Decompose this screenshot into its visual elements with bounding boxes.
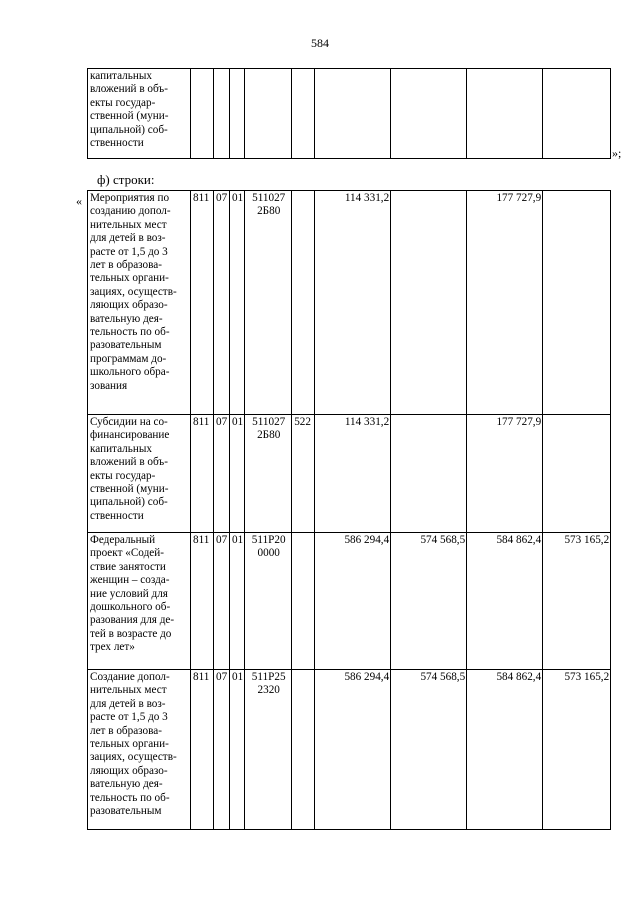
cell-value-4: 573 165,2 [543, 533, 611, 670]
cell-value-3: 584 862,4 [467, 670, 543, 830]
cell-value-1: 586 294,4 [315, 670, 391, 830]
cell-name: Субсидии на со- финансирование капитальных вложений в объ- екты государ- ственной (муни- ципальной) соб- ственности [88, 415, 191, 533]
cell-grbs: 811 [191, 415, 214, 533]
cell-name: капитальных вложений в объ- екты государ- ственной (муни- ципальной) соб- ственности [88, 69, 191, 159]
cell-pr: 01 [230, 533, 245, 670]
cell-rz: 07 [214, 670, 230, 830]
cell-value-2: 574 568,5 [391, 533, 467, 670]
cell-csr: 511027 2Б80 [245, 191, 292, 415]
cell-grbs [191, 69, 214, 159]
budget-table-new-rows [87, 190, 611, 830]
cell-value-3: 177 727,9 [467, 191, 543, 415]
table-row [88, 533, 611, 670]
cell-value-4 [543, 191, 611, 415]
cell-rz: 07 [214, 415, 230, 533]
table-row [88, 69, 611, 159]
cell-value-1 [315, 69, 391, 159]
opening-quote: « [76, 194, 82, 208]
cell-value-3: 177 727,9 [467, 415, 543, 533]
closing-quote: »; [612, 146, 622, 160]
cell-value-1: 586 294,4 [315, 533, 391, 670]
cell-csr: 511Р20 0000 [245, 533, 292, 670]
subsection-label: ф) строки: [97, 172, 155, 187]
page-number: 584 [311, 36, 329, 50]
table-row [88, 191, 611, 415]
cell-grbs: 811 [191, 533, 214, 670]
cell-pr: 01 [230, 670, 245, 830]
cell-csr: 511027 2Б80 [245, 415, 292, 533]
cell-grbs: 811 [191, 191, 214, 415]
cell-value-2 [391, 415, 467, 533]
cell-value-4 [543, 415, 611, 533]
cell-vr [292, 69, 315, 159]
cell-value-1: 114 331,2 [315, 191, 391, 415]
cell-pr: 01 [230, 191, 245, 415]
table-row [88, 415, 611, 533]
cell-pr [230, 69, 245, 159]
cell-vr [292, 670, 315, 830]
cell-grbs: 811 [191, 670, 214, 830]
cell-value-4 [543, 69, 611, 159]
cell-value-2 [391, 191, 467, 415]
cell-vr [292, 191, 315, 415]
cell-rz [214, 69, 230, 159]
cell-value-2: 574 568,5 [391, 670, 467, 830]
cell-csr [245, 69, 292, 159]
cell-pr: 01 [230, 415, 245, 533]
cell-rz: 07 [214, 191, 230, 415]
cell-value-3: 584 862,4 [467, 533, 543, 670]
cell-value-4: 573 165,2 [543, 670, 611, 830]
cell-name: Федеральный проект «Содей- ствие занятости женщин – созда- ние условий для дошкольного об- разования для де- тей в возрасте до трех лет» [88, 533, 191, 670]
cell-value-1: 114 331,2 [315, 415, 391, 533]
cell-name: Создание допол- нительных мест для детей в воз- расте от 1,5 до 3 лет в образова- тельных органи- зациях, осуществ- ляющих образо- вательную дея- тельность по об- разовательным [88, 670, 191, 830]
cell-value-2 [391, 69, 467, 159]
cell-rz: 07 [214, 533, 230, 670]
budget-table-continued [87, 68, 611, 159]
cell-value-3 [467, 69, 543, 159]
cell-vr [292, 533, 315, 670]
cell-csr: 511Р25 2320 [245, 670, 292, 830]
cell-vr: 522 [292, 415, 315, 533]
table-row [88, 670, 611, 830]
cell-name: Мероприятия по созданию допол- нительных мест для детей в воз- расте от 1,5 до 3 лет в образова- тельных органи- зациях, осуществ- ляющих образо- вательную дея- тельность по об- разовательным программам до- школьного обра- зования [88, 191, 191, 415]
